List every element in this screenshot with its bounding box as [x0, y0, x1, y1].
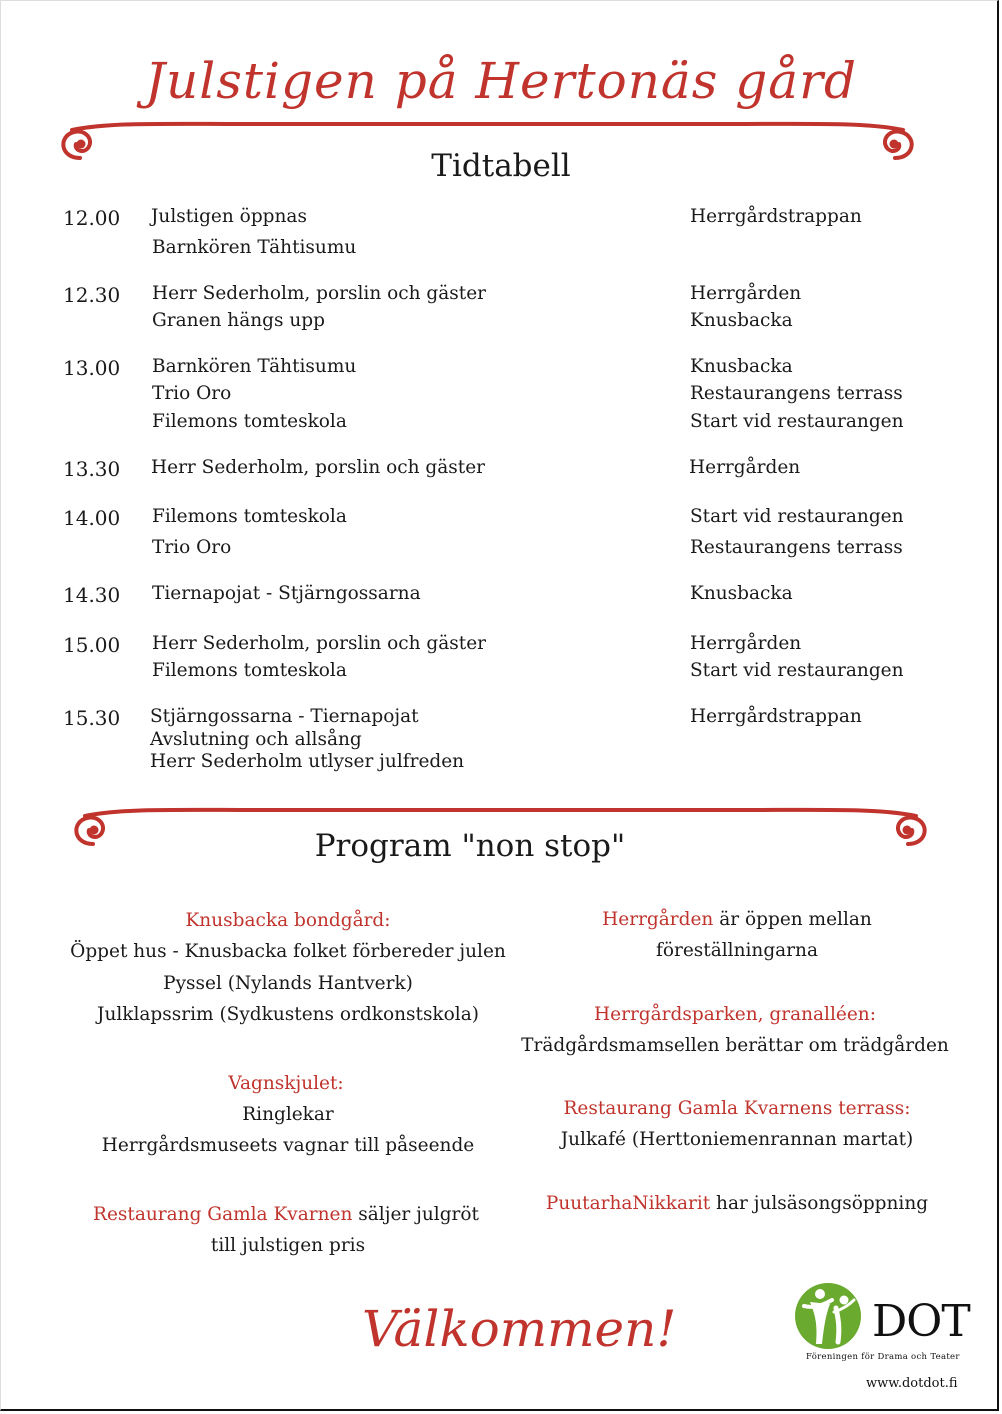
- restaurang-line2: till julstigen pris: [210, 1235, 366, 1256]
- knusbacka-heading: Knusbacka bondgård:: [185, 910, 391, 931]
- schedule-time: 14.30: [63, 583, 121, 607]
- schedule-location: Knusbacka: [690, 310, 793, 331]
- website-link[interactable]: www.dotdot.fi: [866, 1376, 958, 1391]
- schedule-activity: Tiernapojat - Stjärngossarna: [152, 583, 421, 604]
- schedule-location: Knusbacka: [690, 583, 793, 604]
- restaurang-line: [86, 1204, 486, 1225]
- schedule-location: Start vid restaurangen: [690, 660, 904, 681]
- schedule-activity: Herr Sederholm, porslin och gäster: [152, 283, 487, 304]
- herrgarden-line: [537, 909, 937, 930]
- puutarha-rest: har julsäsongsöppning: [710, 1193, 929, 1214]
- vagnskjulet-heading: Vagnskjulet:: [228, 1073, 344, 1094]
- restaurang-rest: säljer julgröt: [352, 1204, 479, 1225]
- terrass-line: Julkafé (Herttoniemenrannan martat): [560, 1129, 914, 1150]
- timetable-heading: Tidtabell: [431, 148, 571, 184]
- schedule-activity: Barnkören Tähtisumu: [152, 356, 357, 377]
- schedule-location: Start vid restaurangen: [690, 411, 904, 432]
- schedule-activity: Filemons tomteskola: [152, 506, 347, 527]
- schedule-time: 12.30: [63, 283, 121, 307]
- schedule-location: Restaurangens terrass: [690, 537, 903, 558]
- schedule-activity: Julstigen öppnas: [151, 206, 307, 227]
- schedule-location: Knusbacka: [690, 356, 793, 377]
- schedule-time: 15.00: [63, 633, 121, 657]
- schedule-time: 12.00: [63, 206, 121, 230]
- schedule-activity: Filemons tomteskola: [152, 660, 347, 681]
- logo-name: DOT: [872, 1296, 970, 1347]
- vagnskjulet-line: Herrgårdsmuseets vagnar till påseende: [101, 1135, 475, 1156]
- schedule-location: Herrgårdstrappan: [690, 206, 862, 227]
- schedule-location: Herrgården: [690, 633, 802, 654]
- restaurang-name: Restaurang Gamla Kvarnen: [93, 1204, 353, 1225]
- schedule-activity: Trio Oro: [152, 537, 232, 558]
- schedule-activity: Trio Oro: [152, 383, 232, 404]
- terrass-heading: Restaurang Gamla Kvarnens terrass:: [563, 1098, 911, 1119]
- schedule-location: Herrgården: [689, 457, 801, 478]
- schedule-location: Herrgården: [690, 283, 802, 304]
- welcome-text: Välkommen!: [362, 1300, 677, 1358]
- schedule-activity: Stjärngossarna - Tiernapojat: [150, 706, 419, 727]
- page-title: Julstigen på Hertonäs gård: [145, 52, 857, 110]
- knusbacka-line: Öppet hus - Knusbacka folket förbereder julen: [70, 941, 506, 962]
- schedule-location: Restaurangens terrass: [690, 383, 903, 404]
- knusbacka-line: Julklapssrim (Sydkustens ordkonstskola): [97, 1004, 479, 1025]
- vagnskjulet-line: Ringlekar: [242, 1104, 334, 1125]
- schedule-activity: Herr Sederholm, porslin och gäster: [152, 633, 487, 654]
- schedule-time: 13.00: [63, 356, 121, 380]
- schedule-activity: Granen hängs upp: [152, 310, 325, 331]
- schedule-time: 14.00: [63, 506, 121, 530]
- knusbacka-line: Pyssel (Nylands Hantverk): [163, 973, 413, 994]
- schedule-activity: Herr Sederholm utlyser julfreden: [150, 751, 465, 772]
- logo-subtitle: Föreningen för Drama och Teater: [806, 1352, 960, 1362]
- schedule-time: 13.30: [63, 457, 121, 481]
- schedule-time: 15.30: [63, 706, 121, 730]
- puutarha-name: PuutarhaNikkarit: [545, 1193, 711, 1214]
- schedule-location: Start vid restaurangen: [690, 506, 904, 527]
- schedule-activity: Herr Sederholm, porslin och gäster: [151, 457, 486, 478]
- herrgarden-line2: föreställningarna: [656, 940, 818, 961]
- herrgarden-rest: är öppen mellan: [713, 909, 872, 930]
- schedule-location: Herrgårdstrappan: [690, 706, 862, 727]
- program-heading: Program "non stop": [314, 828, 626, 864]
- herrgarden-name: Herrgården: [602, 909, 714, 930]
- parken-line: Trädgårdsmamsellen berättar om trädgården: [521, 1035, 949, 1056]
- puutarha-line: [537, 1193, 937, 1214]
- schedule-activity: Avslutning och allsång: [150, 729, 362, 750]
- parken-heading: Herrgårdsparken, granalléen:: [594, 1004, 876, 1025]
- schedule-activity: Barnkören Tähtisumu: [152, 237, 357, 258]
- schedule-activity: Filemons tomteskola: [152, 411, 347, 432]
